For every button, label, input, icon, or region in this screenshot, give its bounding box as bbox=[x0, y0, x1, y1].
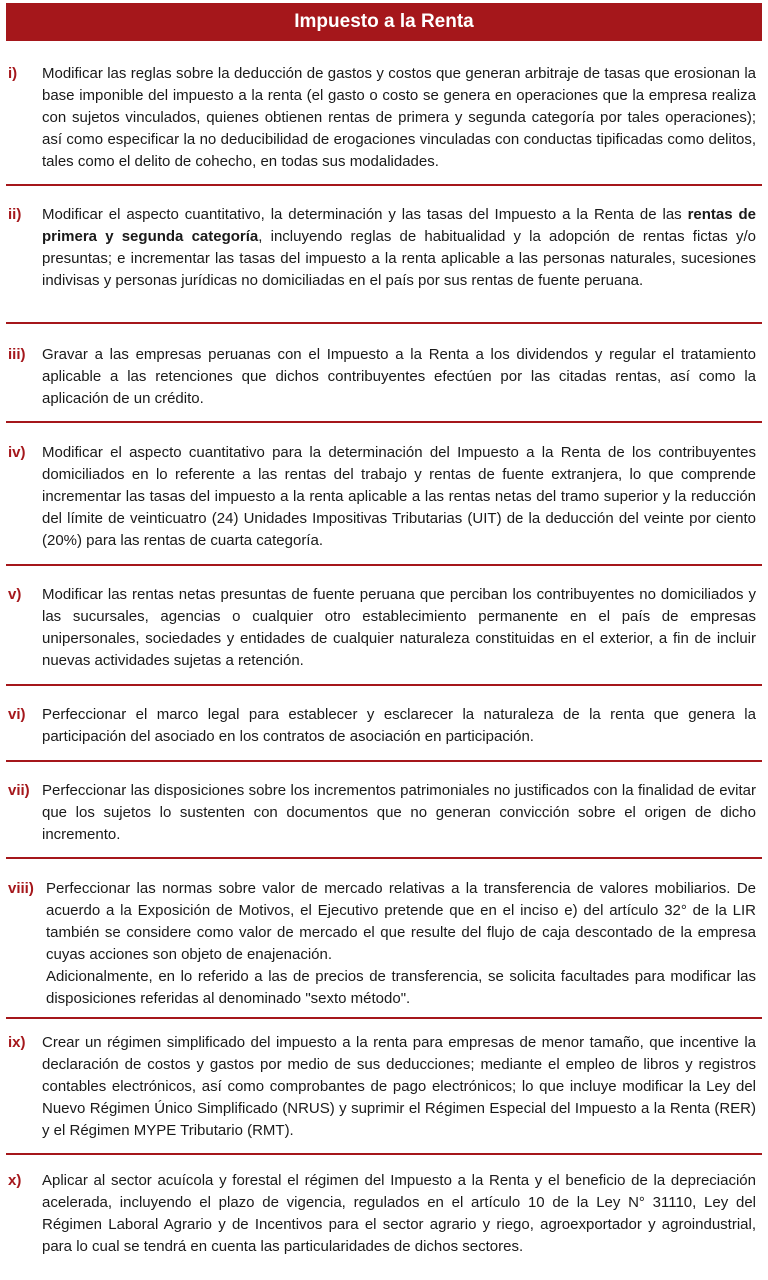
divider bbox=[6, 322, 762, 324]
item-text: Modificar el aspecto cuantitativo, la determinación y las tasas del Impuesto a la Renta de las rentas de primera y segunda categoría, incluyendo reglas de habitualidad y la adopción de rentas fictas y/o presuntas; e incrementar las tasas del impuesto a la renta aplicable a las personas naturales, sucesiones indivisas y personas jurídicas no domiciliadas en el país por sus rentas de fuente peruana. bbox=[42, 206, 756, 289]
item-numeral: vi) bbox=[8, 706, 26, 723]
divider bbox=[6, 421, 762, 423]
item-numeral: iii) bbox=[8, 346, 26, 363]
item-numeral: viii) bbox=[8, 880, 34, 897]
item-text: Crear un régimen simplificado del impuesto a la renta para empresas de menor tamaño, que incentive la declaración de costos y gastos por medio de sus deducciones; mediante el empleo de libros y registros contables electrónicos, así como comprobantes de pago electrónicos; lo que incluye modificar la Ley del Nuevo Régimen Único Simplificado (NRUS) y suprimir el Régimen Especial del Impuesto a la Renta (RER) y el Régimen MYPE Tributario (RMT). bbox=[42, 1034, 756, 1139]
divider bbox=[6, 1017, 762, 1019]
item-numeral: vii) bbox=[8, 782, 30, 799]
item-numeral: ix) bbox=[8, 1034, 26, 1051]
item-text: Aplicar al sector acuícola y forestal el régimen del Impuesto a la Renta y el beneficio de la depreciación acelerada, incluyendo el plazo de vigencia, regulados en el artículo 10 de la Ley N° 31110, Ley del Régimen Laboral Agrario y de Incentivos para el sector agrario y riego, agroexportador y agroindustrial, para lo cual se tendrá en cuenta las particularidades de dichos sectores. bbox=[42, 1172, 756, 1255]
divider bbox=[6, 684, 762, 686]
divider bbox=[6, 1153, 762, 1155]
item-numeral: iv) bbox=[8, 444, 26, 461]
item-numeral: i) bbox=[8, 65, 18, 82]
item-text: Gravar a las empresas peruanas con el Impuesto a la Renta a los dividendos y regular el tratamiento aplicable a las retenciones que dichos contribuyentes efectúen por las citadas rentas, así como la aplicación de un crédito. bbox=[42, 346, 756, 407]
item-numeral: v) bbox=[8, 586, 22, 603]
divider bbox=[6, 564, 762, 566]
item-text: Perfeccionar el marco legal para establecer y esclarecer la naturaleza de la renta que genera la participación del asociado en los contratos de asociación en participación. bbox=[42, 706, 756, 745]
item-numeral: x) bbox=[8, 1172, 22, 1189]
item-text: Perfeccionar las disposiciones sobre los incrementos patrimoniales no justificados con la finalidad de evitar que los sujetos lo sustenten con documentos que no generan convicción sobre el origen de dicho incremento. bbox=[42, 782, 756, 843]
divider bbox=[6, 760, 762, 762]
divider bbox=[6, 184, 762, 186]
section-title: Impuesto a la Renta bbox=[294, 11, 474, 32]
item-text: Perfeccionar las normas sobre valor de mercado relativas a la transferencia de valores mobiliarios. De acuerdo a la Exposición de Motivos, el Ejecutivo pretende que en el inciso e) del artículo 32° de la LIR también se considere como valor de mercado el que resulte del flujo de caja descontado de la empresa cuyas acciones son objeto de enajenación. Adicionalmente, en lo referido a las de precios de transferencia, se solicita facultades para modificar las disposiciones referidas al denominado "sexto método". bbox=[46, 880, 756, 1007]
section-header bbox=[6, 3, 762, 41]
item-text: Modificar las reglas sobre la deducción de gastos y costos que generan arbitraje de tasas que erosionan la base imponible del impuesto a la renta (el gasto o costo se genera en operaciones que la empresa realiza con sujetos vinculados, quienes obtienen rentas de primera y segunda categoría por tales operaciones); así como especificar la no deducibilidad de erogaciones vinculadas con conductas tipificadas como delitos, tales como el delito de cohecho, en todas sus modalidades. bbox=[42, 65, 756, 170]
divider bbox=[6, 857, 762, 859]
item-numeral: ii) bbox=[8, 206, 22, 223]
item-text: Modificar el aspecto cuantitativo para la determinación del Impuesto a la Renta de los contribuyentes domiciliados en lo referente a las rentas del trabajo y rentas de fuente extranjera, lo que comprende incrementar las tasas del impuesto a la renta aplicable a las rentas netas del tramo superior y la reducción del límite de veinticuatro (24) Unidades Impositivas Tributarias (UIT) de la deducción del veinte por ciento (20%) para las rentas de cuarta categoría. bbox=[42, 444, 756, 549]
emphasis-text: rentas de primera y segunda categoría bbox=[42, 206, 756, 245]
item-text: Modificar las rentas netas presuntas de fuente peruana que perciban los contribuyentes no domiciliados y las sucursales, agencias o cualquier otro establecimiento permanente en el país de empresas unipersonales, sociedades y entidades de cualquier naturaleza constituidas en el exterior, a fin de incluir nuevas actividades sujetas a retención. bbox=[42, 586, 756, 669]
